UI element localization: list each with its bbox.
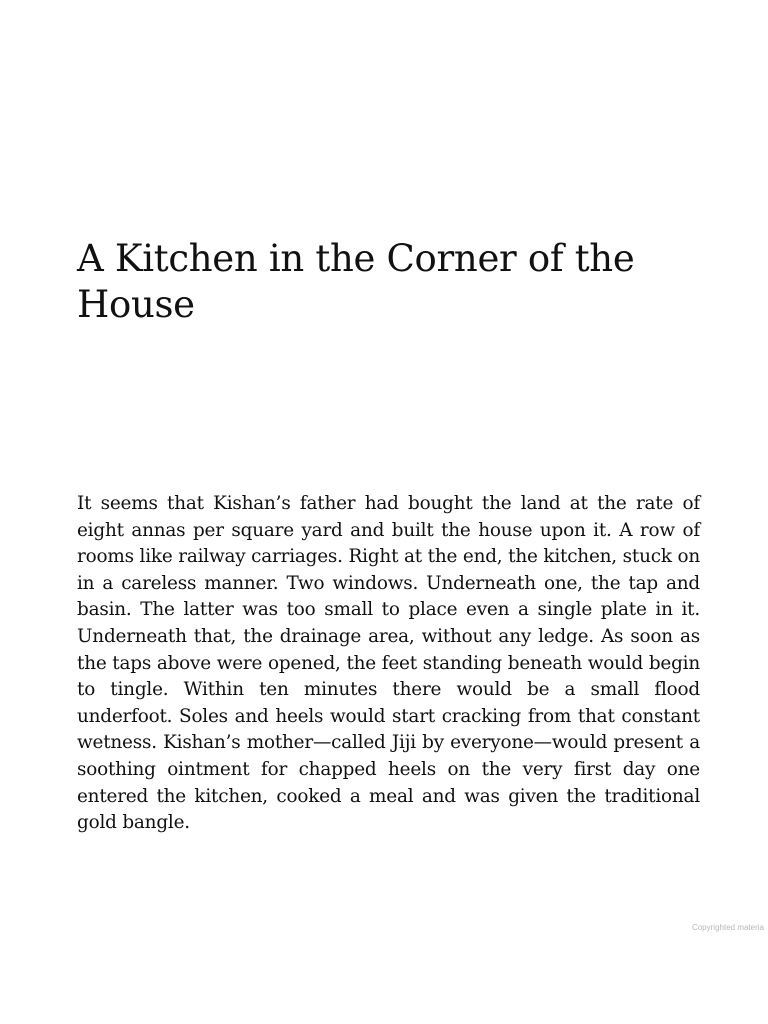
chapter-title: A Kitchen in the Corner of the House (77, 237, 635, 326)
body-paragraph: It seems that Kishan’s father had bought the land at the rate of eight annas per square yard and built the house upon it. A row of rooms like railway carriages. Right at the end, the kitchen, stuck on in a careless manner. Two windows. Underneath one, the tap and basin. The latter was too small to place even a single plate in it. Underneath that, the drainage area, without any ledge. As soon as the taps above were opened, the feet standing beneath would begin to tingle. Within ten minutes there would be a small flood underfoot. Soles and heels would start cracking from that constant wetness. Kishan’s mother—called Jiji by everyone—would present a soothing ointment for chapped heels on the very first day one entered the kitchen, cooked a meal and was given the traditional gold bangle. (77, 493, 700, 834)
copyright-watermark: Copyrighted materia (691, 923, 764, 932)
